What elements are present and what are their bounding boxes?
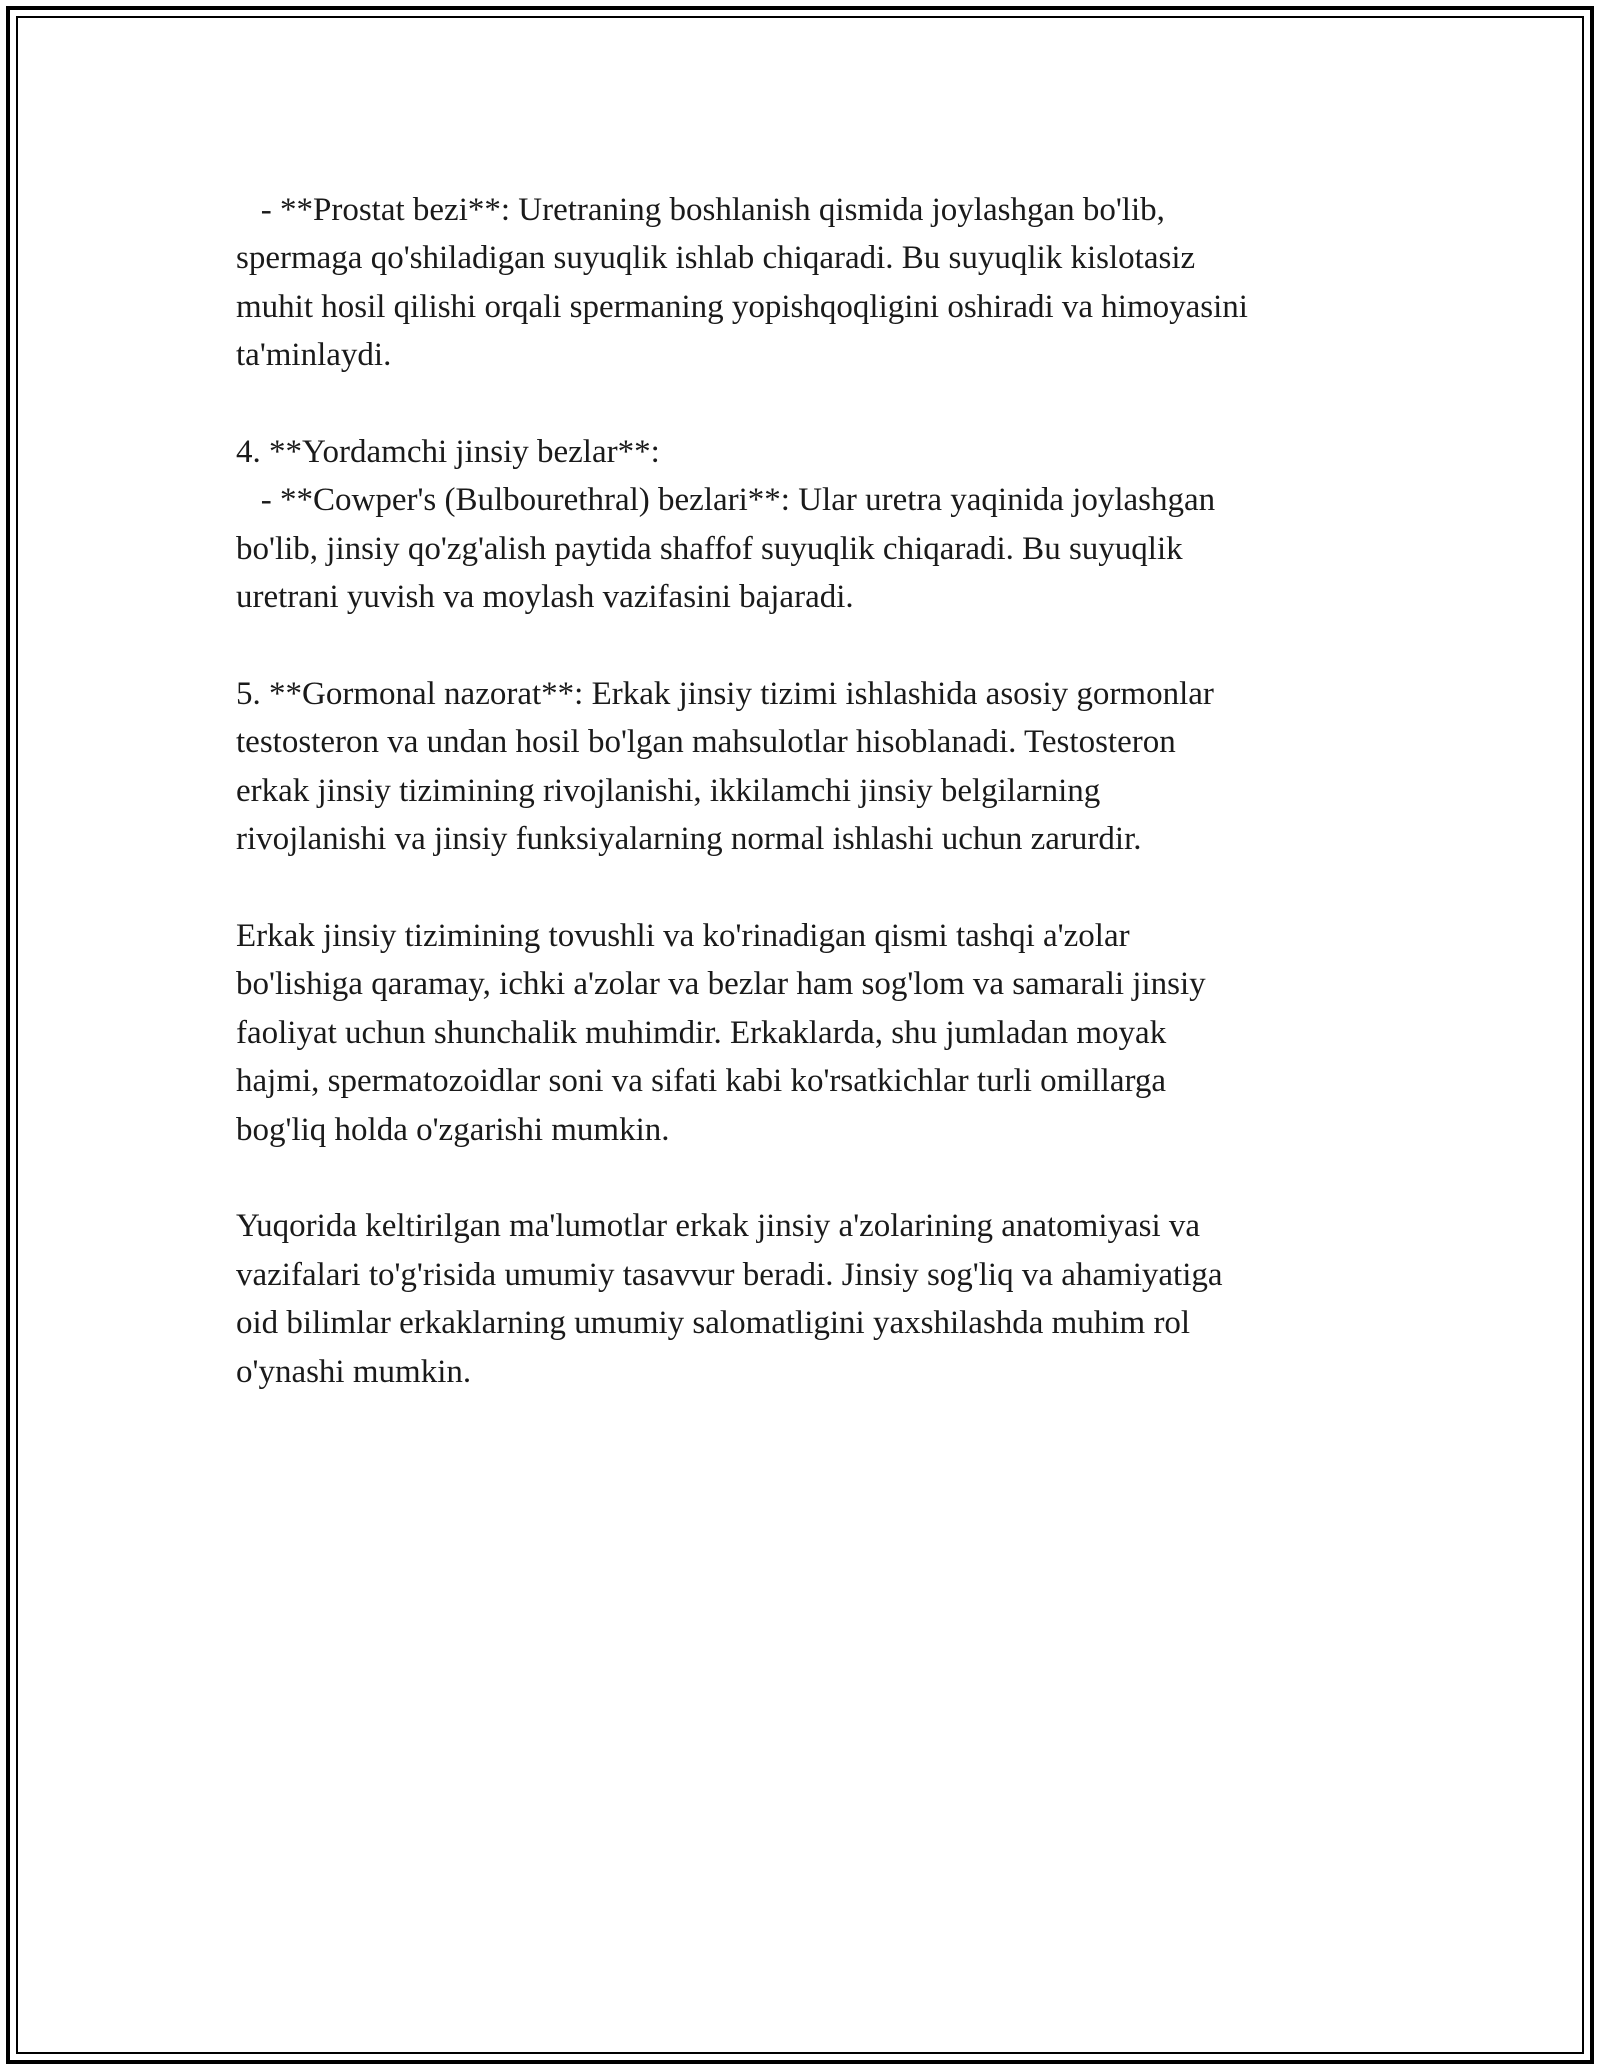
paragraph-spacer [236, 622, 1376, 670]
paragraph-gormonal-nazorat [236, 670, 1376, 864]
text-line: vazifalari to'g'risida umumiy tasavvur beradi. Jinsiy sog'liq va ahamiyatiga [236, 1256, 1223, 1293]
text-line: oid bilimlar erkaklarning umumiy salomatligini yaxshilashda muhim rol [236, 1305, 1191, 1342]
text-line: - **Prostat bezi**: Uretraning boshlanish qismida joylashgan bo'lib, [236, 192, 1165, 228]
text-line: 5. **Gormonal nazorat**: Erkak jinsiy tizimi ishlashida asosiy gormonlar [236, 676, 1214, 713]
text-line: Yuqorida keltirilgan ma'lumotlar erkak jinsiy a'zolarining anatomiyasi va [236, 1208, 1201, 1245]
paragraph-prostat-bezi [236, 186, 1376, 380]
text-line: 4. **Yordamchi jinsiy bezlar**: [236, 434, 660, 471]
text-line: Erkak jinsiy tizimining tovushli va ko'rinadigan qismi tashqi a'zolar [236, 918, 1130, 955]
text-line: bog'liq holda o'zgarishi mumkin. [236, 1111, 670, 1148]
text-line: o'ynashi mumkin. [236, 1353, 472, 1390]
text-line: hajmi, spermatozoidlar soni va sifati kabi ko'rsatkichlar turli omillarga [236, 1063, 1167, 1100]
document-body [236, 186, 1376, 1396]
text-line: testosteron va undan hosil bo'lgan mahsulotlar hisoblanadi. Testosteron [236, 724, 1176, 761]
text-line: ta'minlaydi. [236, 337, 392, 374]
text-line: muhit hosil qilishi orqali spermaning yopishqoqligini oshiradi va himoyasini [236, 288, 1248, 325]
paragraph-spacer [236, 380, 1376, 428]
paragraph-yordamchi-bezlar [236, 428, 1376, 622]
text-line: bo'lib, jinsiy qo'zg'alish paytida shaffof suyuqlik chiqaradi. Bu suyuqlik [236, 530, 1183, 567]
text-line: spermaga qo'shiladigan suyuqlik ishlab chiqaradi. Bu suyuqlik kislotasiz [236, 240, 1196, 277]
text-line: erkak jinsiy tizimining rivojlanishi, ikkilamchi jinsiy belgilarning [236, 772, 1101, 809]
text-line: bo'lishiga qaramay, ichki a'zolar va bezlar ham sog'lom va samarali jinsiy [236, 966, 1206, 1003]
paragraph-xulosa [236, 1202, 1376, 1396]
text-line: uretrani yuvish va moylash vazifasini bajaradi. [236, 579, 854, 616]
paragraph-spacer [236, 1154, 1376, 1202]
text-line: rivojlanishi va jinsiy funksiyalarning normal ishlashi uchun zarurdir. [236, 821, 1142, 858]
text-line: - **Cowper's (Bulbourethral) bezlari**: Ular uretra yaqinida joylashgan [236, 482, 1216, 519]
text-line: faoliyat uchun shunchalik muhimdir. Erkaklarda, shu jumladan moyak [236, 1014, 1167, 1051]
paragraph-spacer [236, 864, 1376, 912]
paragraph-tashqi-azolar [236, 912, 1376, 1154]
